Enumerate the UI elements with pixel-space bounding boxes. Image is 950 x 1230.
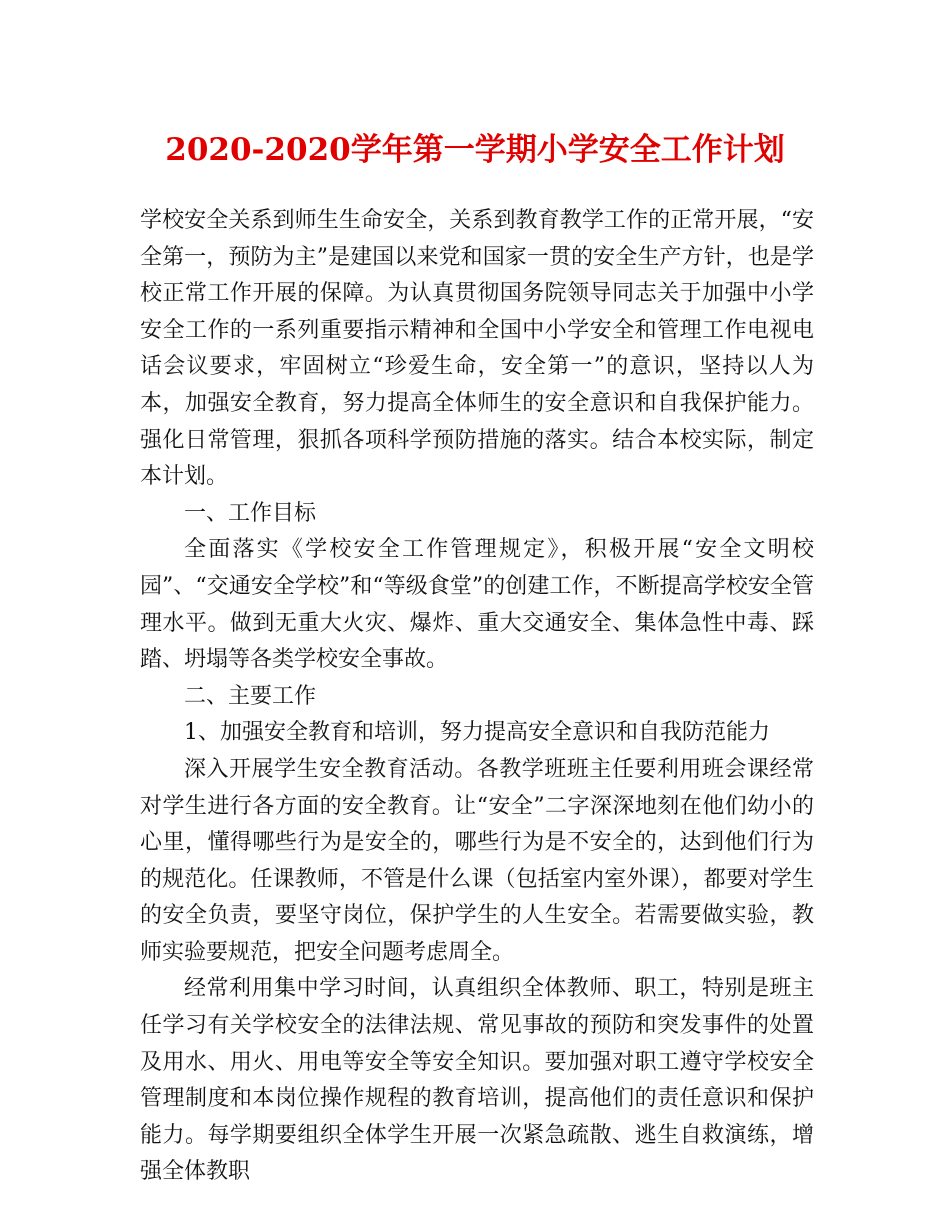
goals-paragraph: 全面落实《学校安全工作管理规定》，积极开展“安全文明校园”、“交通安全学校”和“等级食堂”的创建工作，不断提高学校安全管理水平。做到无重大火灾、爆炸、重大交通安全、集体急性中毒、踩踏、坍塌等各类学校安全事故。 — [140, 537, 814, 673]
section-heading-main-work: 二、主要工作 — [184, 683, 317, 709]
document-body — [140, 203, 814, 1191]
section-heading-goals: 一、工作目标 — [184, 500, 317, 526]
intro-paragraph: 学校安全关系到师生生命安全，关系到教育教学工作的正常开展，“安全第一，预防为主”是建国以来党和国家一贯的安全生产方针，也是学校正常工作开展的保障。为认真贯彻国务院领导同志关于加强中小学安全工作的一系列重要指示精神和全国中小学安全和管理工作电视电话会议要求，牢固树立“珍爱生命，安全第一”的意识，坚持以人为本，加强安全教育，努力提高全体师生的安全意识和自我保护能力。强化日常管理，狠抓各项科学预防措施的落实。结合本校实际，制定本计划。 — [140, 208, 814, 490]
document-title: 2020-2020学年第一学期小学安全工作计划 — [165, 132, 785, 168]
student-education-paragraph: 深入开展学生安全教育活动。各教学班班主任要利用班会课经常对学生进行各方面的安全教育。让“安全”二字深深地刻在他们幼小的心里，懂得哪些行为是安全的，哪些行为是不安全的，达到他们行为的规范化。任课教师，不管是什么课（包括室内室外课），都要对学生的安全负责，要坚守岗位，保护学生的人生安全。若需要做实验，教师实验要规范，把安全问题考虑周全。 — [140, 756, 814, 965]
staff-training-paragraph: 经常利用集中学习时间，认真组织全体教师、职工，特别是班主任学习有关学校安全的法律法规、常见事故的预防和突发事件的处置及用水、用火、用电等安全等安全知识。要加强对职工遵守学校安全管理制度和本岗位操作规程的教育培训，提高他们的责任意识和保护能力。每学期要组织全体学生开展一次紧急疏散、逃生自救演练，增强全体教职 — [140, 976, 814, 1185]
subsection-heading-education: 1、加强安全教育和培训，努力提高安全意识和自我防范能力 — [184, 720, 770, 746]
